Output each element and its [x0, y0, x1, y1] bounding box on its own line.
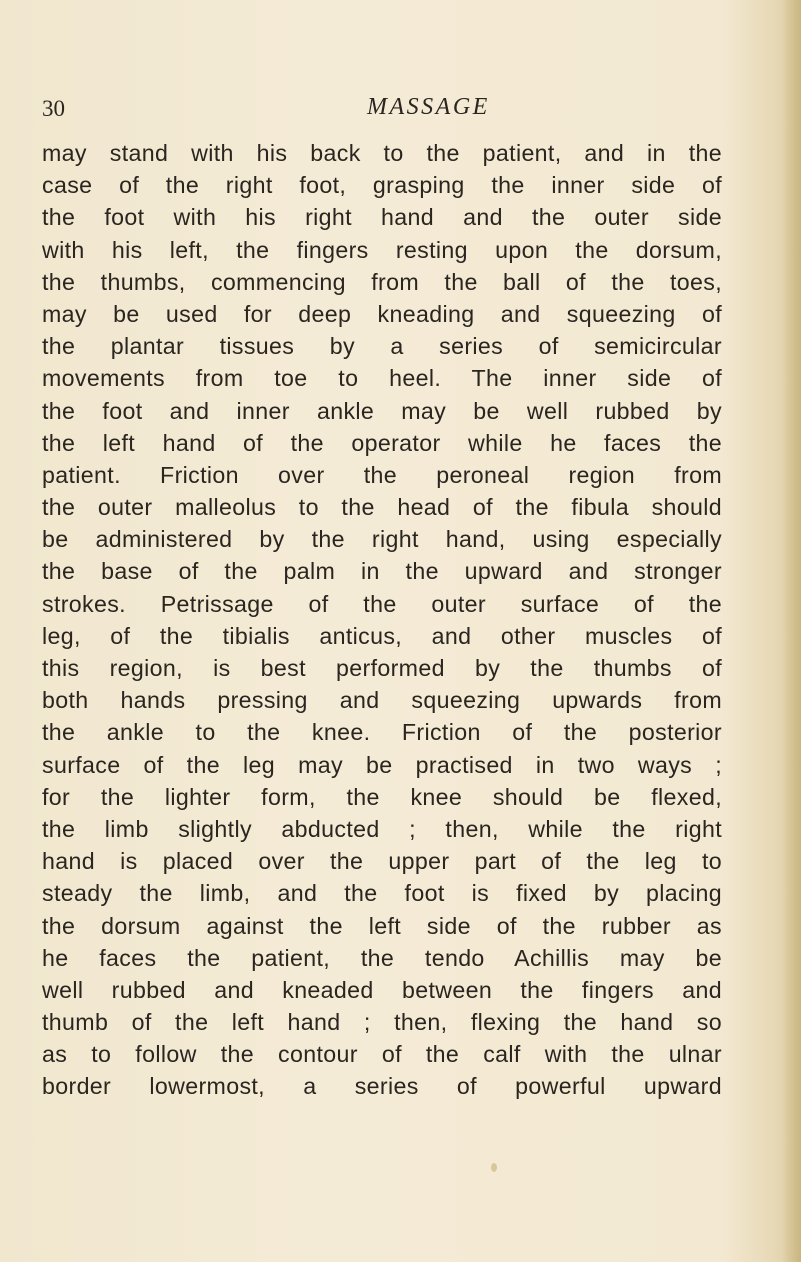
- text-line: be administered by the right hand, using especially: [42, 526, 722, 553]
- text-line: may stand with his back to the patient, and in the: [42, 140, 722, 166]
- text-line: the base of the palm in the upward and stronger: [42, 558, 722, 585]
- text-line: leg, of the tibialis anticus, and other muscles of: [42, 622, 722, 649]
- text-line: both hands pressing and squeezing upwards from: [42, 687, 722, 714]
- text-line: case of the right foot, grasping the inner side of: [42, 172, 722, 199]
- text-line: the foot with his right hand and the outer side: [42, 204, 722, 231]
- text-line: strokes. Petrissage of the outer surface of the: [42, 590, 722, 617]
- text-line: the plantar tissues by a series of semicircular: [42, 333, 722, 360]
- text-line: with his left, the fingers resting upon the dorsum,: [42, 236, 722, 263]
- text-line: surface of the leg may be practised in two ways ;: [42, 751, 722, 778]
- text-line: thumb of the left hand ; then, flexing the hand so: [42, 1009, 722, 1036]
- text-line: hand is placed over the upper part of the leg to: [42, 848, 722, 875]
- text-line: he faces the patient, the tendo Achillis may be: [42, 944, 722, 971]
- text-line: the foot and inner ankle may be well rubbed by: [42, 397, 722, 424]
- text-line: steady the limb, and the foot is fixed by placing: [42, 880, 722, 907]
- text-line: well rubbed and kneaded between the fingers and: [42, 976, 722, 1003]
- page-edge-shadow: [783, 0, 801, 1262]
- text-line: the dorsum against the left side of the rubber as: [42, 912, 722, 939]
- text-line: this region, is best performed by the thumbs of: [42, 655, 722, 681]
- text-line: the outer malleolus to the head of the fibula should: [42, 494, 722, 521]
- body-text: [42, 137, 722, 1103]
- page-number: 30: [42, 96, 65, 121]
- text-line: the thumbs, commencing from the ball of the toes,: [42, 268, 722, 295]
- text-line: as to follow the contour of the calf with the ulnar: [42, 1041, 722, 1068]
- paper-speck: [491, 1163, 497, 1172]
- text-line: border lowermost, a series of powerful upward: [42, 1073, 722, 1100]
- text-line: the ankle to the knee. Friction of the posterior: [42, 719, 722, 746]
- page-header: [0, 92, 801, 128]
- running-head: MASSAGE: [367, 94, 490, 120]
- text-line: may be used for deep kneading and squeezing of: [42, 300, 722, 327]
- text-line: movements from toe to heel. The inner side of: [42, 365, 722, 392]
- text-line: the left hand of the operator while he faces the: [42, 429, 722, 456]
- text-line: the limb slightly abducted ; then, while the right: [42, 815, 722, 842]
- text-line: for the lighter form, the knee should be flexed,: [42, 783, 722, 810]
- text-line: patient. Friction over the peroneal region from: [42, 461, 722, 488]
